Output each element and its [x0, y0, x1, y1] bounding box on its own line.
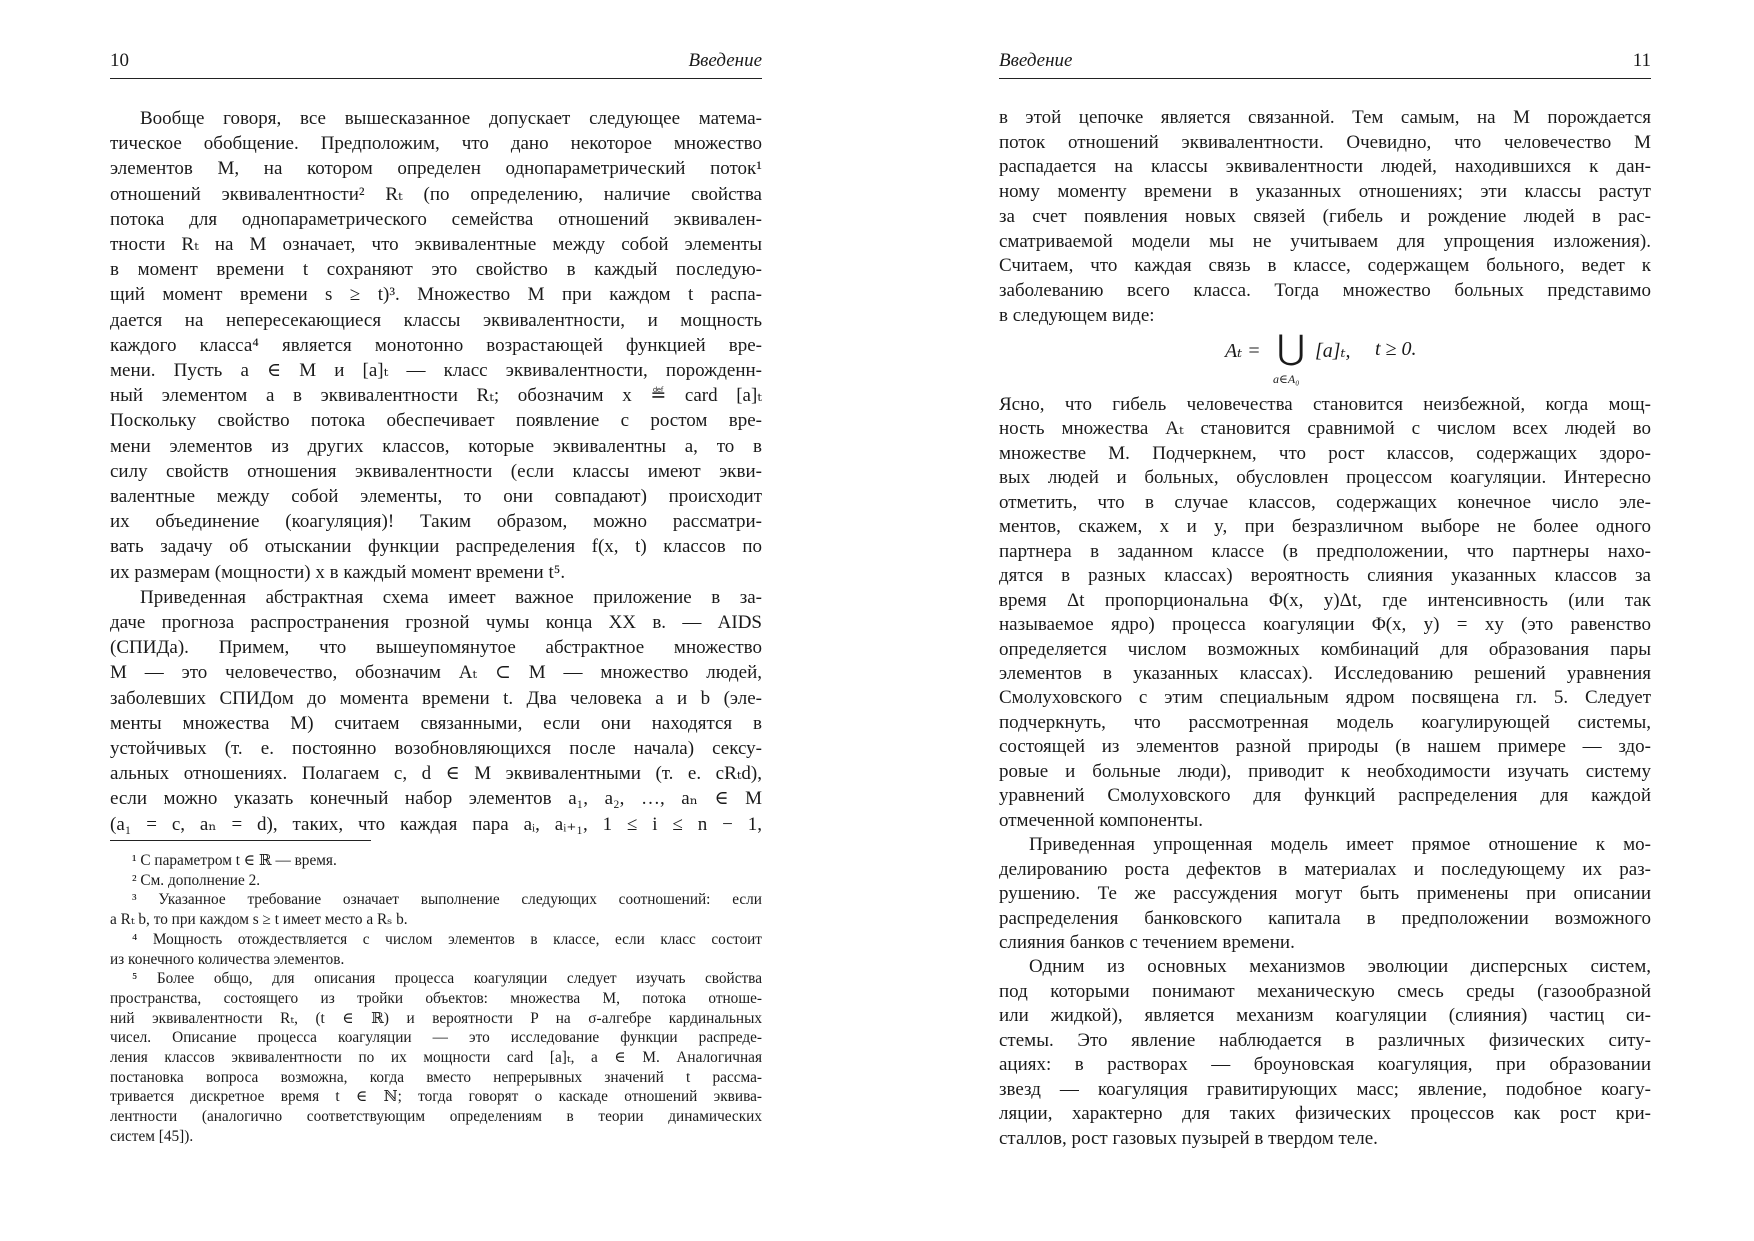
text-line: ляции, характерно для таких физических процессов как рост кри- — [999, 1103, 1651, 1125]
text-line: если можно указать конечный набор элементов a₁, a₂, …, aₙ ∈ M — [110, 788, 762, 810]
text-line: Поскольку свойство потока обеспечивает появление с ростом вре- — [110, 410, 762, 432]
text-line: стемы. Это явление наблюдается в различных физических ситу- — [999, 1029, 1651, 1051]
text-line: из конечного количества элементов. — [110, 950, 345, 968]
text-line: Считаем, что каждая связь в классе, содержащем больного, ведет к — [999, 255, 1651, 277]
text-line: отметить, что в случае классов, содержащих конечное число эле- — [999, 491, 1651, 513]
text-line: постановка вопроса возможна, когда вместо непрерывных значений t рассма- — [110, 1068, 762, 1086]
text-line: в момент времени t сохраняют это свойство в каждый последую- — [110, 259, 762, 281]
text-line: силу свойств отношения эквивалентности (если классы имеют экви- — [110, 460, 762, 482]
text-line: элементов M, на котором определен однопараметрический поток¹ — [110, 158, 762, 180]
display-formula — [1215, 330, 1435, 390]
text-line: Смолуховского с этим специальным ядром посвящена гл. 5. Следует — [999, 687, 1651, 709]
text-line: щий момент времени s ≥ t)³. Множество M при каждом t распа- — [110, 284, 762, 306]
text-line: вать задачу об отыскании функции распределения f(x, t) классов по — [110, 536, 762, 558]
text-line: звезд — коагуляция гравитирующих масс; явление, подобное коагу- — [999, 1078, 1651, 1100]
text-line: распределения банковского капитала в предположении возможного — [999, 907, 1651, 929]
header-rule — [999, 78, 1651, 79]
text-line: делированию роста дефектов в материалах и последующему их раз- — [999, 858, 1651, 880]
text-line: ациях: в растворах — броуновская коагуляция, при образовании — [999, 1054, 1651, 1076]
body-text-bottom — [999, 393, 1651, 1151]
text-line: даче прогноза распространения грозной чумы конца XX в. — AIDS — [110, 612, 762, 634]
text-line: Приведенная абстрактная схема имеет важное приложение в за- — [140, 586, 762, 608]
text-line: ный элементом a в эквивалентности Rₜ; обозначим x ≝ card [a]ₜ — [110, 385, 762, 407]
text-line: дается на непересекающиеся классы эквивалентности, и мощность — [110, 309, 762, 331]
text-line: ность множества Aₜ становится сравнимой с числом всех людей во — [999, 418, 1651, 440]
text-line: Приведенная упрощенная модель имеет прямое отношение к мо- — [1029, 834, 1651, 856]
text-line: отношений эквивалентности² Rₜ (по определению, наличие свойства — [110, 183, 762, 205]
text-line: Одним из основных механизмов эволюции дисперсных систем, — [1029, 956, 1651, 978]
text-line: поток отношений эквивалентности. Очевидно, что человечество M — [999, 131, 1651, 153]
text-line: рушению. Те же рассуждения могут быть применены при описании — [999, 883, 1651, 905]
text-line: множестве M. Подчеркнем, что рост классов, содержащих здоро- — [999, 442, 1651, 464]
text-line: (СПИДа). Примем, что вышеупомянутое абстрактное множество — [110, 637, 762, 659]
text-line: распадается на классы эквивалентности людей, находившихся к дан- — [999, 156, 1651, 178]
paragraph — [999, 833, 1651, 955]
running-head: Введение — [688, 50, 762, 71]
text-line: состоящей из элементов разной природы (в нашем примере — здо- — [999, 736, 1651, 758]
text-line: элементов в указанных классах). Исследованию решений уравнения — [999, 662, 1651, 684]
text-line: M — это человечество, обозначим Aₜ ⊂ M — множество людей, — [110, 662, 762, 684]
text-line: устойчивых (т. е. постоянно возобновляющихся после начала) сексу- — [110, 738, 762, 760]
text-line: вых людей и больных, обусловлен процессом коагуляции. Интересно — [999, 467, 1651, 489]
text-line: пространства, состоящего из тройки объектов: множества M, потока отноше- — [110, 989, 762, 1007]
text-line: каждого класса⁴ является монотонно возрастающей функцией вре- — [110, 334, 762, 356]
text-line: их объединение (коагуляция)! Таким образом, можно рассматри- — [110, 511, 762, 533]
text-line: ⁴ Мощность отождествляется с числом элементов в классе, если класс состоит — [132, 930, 762, 948]
text-line: тривается дискретное время t ∈ ℕ; тогда говорят о каскаде отношений эквива- — [110, 1088, 762, 1106]
text-line: Ясно, что гибель человечества становится неизбежной, когда мощ- — [999, 394, 1651, 415]
text-line: сталлов, рост газовых пузырей в твердом теле. — [999, 1127, 1378, 1149]
text-line: ³ Указанное требование означает выполнение следующих соотношений: если — [132, 891, 762, 909]
page-number: 11 — [1632, 50, 1651, 71]
text-line: менты множества M) считаем связанными, если они находятся в — [110, 712, 762, 734]
text-line: тическое обобщение. Предположим, что дано некоторое множество — [110, 133, 762, 155]
paragraph — [999, 393, 1651, 833]
text-line: их размерам (мощности) x в каждый момент времени t⁵. — [110, 561, 566, 583]
text-line: систем [45]). — [110, 1127, 194, 1145]
text-line: тности Rₜ на M означает, что эквивалентные между собой элементы — [110, 234, 762, 256]
text-line: подчеркнуть, что рассмотренная модель коагулирующей системы, — [999, 711, 1651, 733]
text-line: уравнений Смолуховского для функций распределения для каждой — [999, 785, 1651, 807]
text-line: Вообще говоря, все вышесказанное допускает следующее матема- — [140, 108, 762, 129]
text-line: мени. Пусть a ∈ M и [a]ₜ — класс эквивалентности, порожденн- — [110, 360, 762, 382]
formula-condition: t ≥ 0. — [1375, 338, 1417, 360]
text-line: называемое ядро) процесса коагуляции Φ(x, y) = xy (это равенство — [999, 614, 1651, 636]
text-line: ний эквивалентности Rₜ, (t ∈ ℝ) и вероятности P на σ-алгебре кардинальных — [110, 1009, 762, 1027]
text-line: заболеванию всего класса. Тогда множество больных представимо — [999, 279, 1651, 301]
text-line: время Δt пропорциональна Φ(x, y)Δt, где интенсивность (или так — [999, 589, 1651, 611]
text-line: или жидкой), является механизм коагуляции (слияния) частиц си- — [999, 1005, 1651, 1027]
text-line: чисел. Описание процесса коагуляции — это исследование функции распреде- — [110, 1029, 762, 1047]
text-line: лентности (аналогично соответствующим определениям в теории динамических — [110, 1108, 762, 1126]
paragraph — [999, 106, 1651, 328]
running-head: Введение — [999, 50, 1073, 71]
text-line: ровые и больные люди), приводит к необходимости изучать систему — [999, 760, 1651, 782]
body-text-top — [999, 106, 1651, 328]
union-symbol: ⋃ — [1277, 330, 1305, 367]
text-line: ментов, скажем, x и y, при безразличном выборе не более одного — [999, 516, 1651, 538]
paragraph — [999, 955, 1651, 1151]
text-line: сматриваемой модели мы не учитываем для упрощения изложения). — [999, 230, 1651, 252]
text-line: за счет появления новых связей (гибель и рождение людей в рас- — [999, 205, 1651, 227]
text-line: в этой цепочке является связанной. Тем самым, на M порождается — [999, 107, 1651, 128]
text-line: ному моменту времени в указанных отношениях; эти классы растут — [999, 181, 1651, 203]
text-line: мени элементов из других классов, которые эквивалентны a, то в — [110, 435, 762, 457]
text-line: потока для однопараметрического семейства отношений эквивален- — [110, 208, 762, 230]
text-line: определяется числом возможных комбинаций для образования пары — [999, 638, 1651, 660]
formula-term: [a]ₜ, — [1315, 340, 1351, 362]
text-line: ⁵ Более общо, для описания процесса коагуляции следует изучать свойства — [132, 970, 762, 988]
text-line: альных отношениях. Полагаем c, d ∈ M эквивалентными (т. е. cRₜd), — [110, 763, 762, 785]
text-line: ¹ С параметром t ∈ ℝ — время. — [132, 852, 337, 869]
text-line: в следующем виде: — [999, 304, 1155, 326]
page-number: 10 — [110, 50, 129, 71]
text-line: дятся в разных классах) вероятность слияния указанных классов за — [999, 565, 1651, 587]
text-line: (a₁ = c, aₙ = d), таких, что каждая пара aᵢ, aᵢ₊₁, 1 ≤ i ≤ n − 1, — [110, 813, 762, 835]
text-line: под которыми понимают механическую смесь среды (газообразной — [999, 980, 1651, 1002]
union-index: a∈A₀ — [1273, 372, 1300, 386]
formula-lhs: Aₜ = — [1225, 340, 1261, 362]
text-line: партнера в заданном классе (в предположении, что партнеры нахо- — [999, 540, 1651, 562]
text-line: слияния банков с течением времени. — [999, 931, 1295, 953]
text-line: a Rₜ b, то при каждом s ≥ t имеет место a Rₛ b. — [110, 911, 408, 929]
text-line: ления классов эквивалентности по их мощности card [a]ₜ, a ∈ M. Аналогичная — [110, 1049, 762, 1067]
text-line: заболевших СПИДом до момента времени t. Два человека a и b (эле- — [110, 687, 762, 709]
text-line: ² См. дополнение 2. — [132, 871, 261, 889]
text-line: валентные между собой элементы, то они совпадают) происходит — [110, 486, 762, 508]
text-line: отмеченной компоненты. — [999, 809, 1203, 831]
